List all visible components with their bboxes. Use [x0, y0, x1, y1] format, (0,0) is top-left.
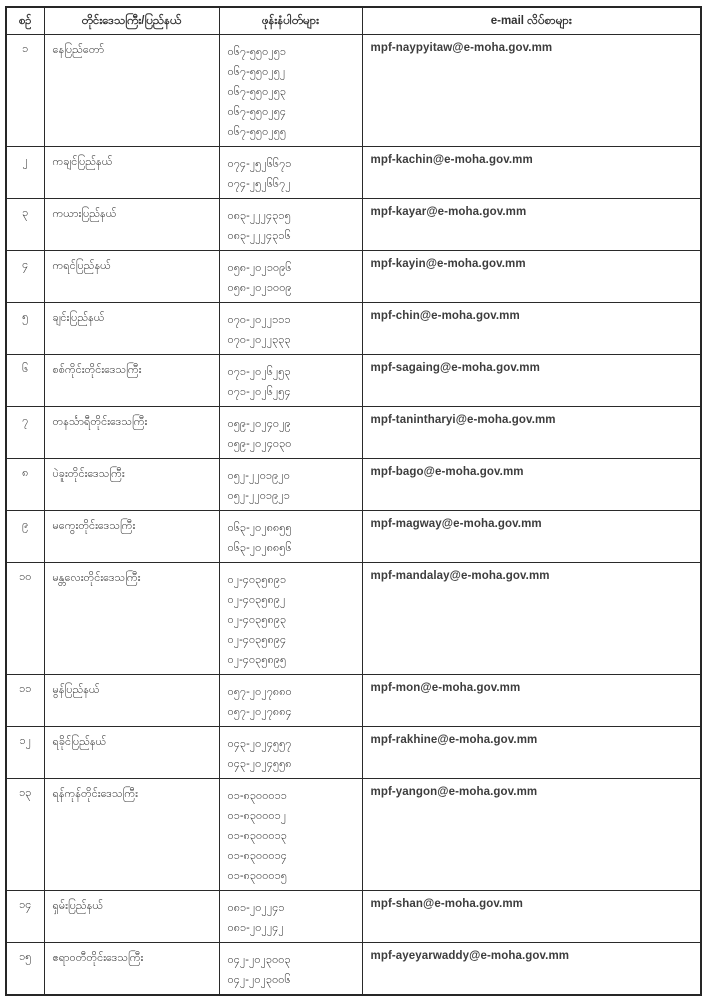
table-row — [6, 891, 701, 943]
header-row — [6, 7, 701, 35]
phone-number: ၀၅၉-၂၀၂၄၀၂၉ — [227, 418, 291, 430]
table-row — [6, 147, 701, 199]
phones-cell — [219, 943, 362, 996]
table-row — [6, 563, 701, 675]
phone-number: ၀၆၇-၅၅၀၂၅၂ — [227, 66, 286, 78]
email-cell: mpf-mandalay@e-moha.gov.mm — [362, 563, 701, 675]
table-row — [6, 355, 701, 407]
phone-number: ၀၂-၄၀၃၅၈၉၁ — [227, 574, 287, 586]
header-email: e-mail လိပ်စာများ — [362, 7, 701, 35]
phone-number: ၀၄၂-၂၀၂၃၀၀၆ — [227, 974, 291, 986]
email-cell: mpf-tanintharyi@e-moha.gov.mm — [362, 407, 701, 459]
phone-number: ၀၆၇-၅၅၀၂၅၅ — [227, 126, 287, 138]
region-cell: တနင်္သာရီတိုင်းဒေသကြီး — [44, 407, 219, 459]
serial-cell: ၁ — [6, 35, 44, 147]
serial-cell: ၅ — [6, 303, 44, 355]
phone-number: ၀၇၀-၂၀၂၂၁၁၁ — [227, 314, 291, 326]
email-cell: mpf-chin@e-moha.gov.mm — [362, 303, 701, 355]
serial-cell: ၈ — [6, 459, 44, 511]
serial-cell: ၉ — [6, 511, 44, 563]
table-row — [6, 511, 701, 563]
region-cell: စစ်ကိုင်းတိုင်းဒေသကြီး — [44, 355, 219, 407]
header-serial: စဉ် — [6, 7, 44, 35]
phone-number: ၀၂-၄၀၃၅၈၉၅ — [227, 654, 287, 666]
phone-number: ၀၂-၄၀၃၅၈၉၃ — [227, 614, 287, 626]
document-page — [0, 6, 705, 986]
email-cell: mpf-kayin@e-moha.gov.mm — [362, 251, 701, 303]
serial-cell: ၁၃ — [6, 779, 44, 891]
phone-number: ၀၇၄-၂၅၂၆၆၇၂ — [227, 178, 291, 190]
phone-number: ၀၅၈-၂၀၂၁၀၀၉ — [227, 282, 292, 294]
region-cell: မကွေးတိုင်းဒေသကြီး — [44, 511, 219, 563]
phone-number: ၀၂-၄၀၃၅၈၉၂ — [227, 594, 286, 606]
phone-number: ၀၈၃-၂၂၂၄၃၁၆ — [227, 230, 291, 242]
phone-number: ၀၄၃-၂၀၂၄၅၅၈ — [227, 758, 292, 770]
region-cell: ကချင်ပြည်နယ် — [44, 147, 219, 199]
header-region: တိုင်းဒေသကြီး/ပြည်နယ် — [44, 7, 219, 35]
phone-number: ၀၆၃-၂၀၂၈၈၅၆ — [227, 542, 292, 554]
phone-number: ၀၂-၄၀၃၅၈၉၄ — [227, 634, 287, 646]
serial-cell: ၆ — [6, 355, 44, 407]
serial-cell: ၁၅ — [6, 943, 44, 996]
region-cell: ကယားပြည်နယ် — [44, 199, 219, 251]
region-cell: နေပြည်တော် — [44, 35, 219, 147]
phones-cell — [219, 199, 362, 251]
phones-cell — [219, 251, 362, 303]
table-row — [6, 675, 701, 727]
phones-cell — [219, 407, 362, 459]
phone-number: ၀၆၃-၂၀၂၈၈၅၅ — [227, 522, 292, 534]
serial-cell: ၇ — [6, 407, 44, 459]
table-row — [6, 35, 701, 147]
contact-table — [5, 6, 702, 996]
phone-number: ၀၅၈-၂၀၂၁၀၉၆ — [227, 262, 292, 274]
region-cell: ပဲခူးတိုင်းဒေသကြီး — [44, 459, 219, 511]
region-cell: ရှမ်းပြည်နယ် — [44, 891, 219, 943]
email-cell: mpf-bago@e-moha.gov.mm — [362, 459, 701, 511]
phone-number: ၀၆၇-၅၅၀၂၅၁ — [227, 46, 287, 58]
table-row — [6, 943, 701, 996]
region-cell: ချင်းပြည်နယ် — [44, 303, 219, 355]
table-row — [6, 199, 701, 251]
table-row — [6, 727, 701, 779]
email-cell: mpf-kayar@e-moha.gov.mm — [362, 199, 701, 251]
phone-number: ၀၄၃-၂၀၂၄၅၅၇ — [227, 738, 292, 750]
region-cell: ကရင်ပြည်နယ် — [44, 251, 219, 303]
phones-cell — [219, 147, 362, 199]
serial-cell: ၁၁ — [6, 675, 44, 727]
email-cell: mpf-mon@e-moha.gov.mm — [362, 675, 701, 727]
serial-cell: ၁၂ — [6, 727, 44, 779]
email-cell: mpf-kachin@e-moha.gov.mm — [362, 147, 701, 199]
phones-cell — [219, 511, 362, 563]
phones-cell — [219, 675, 362, 727]
phones-cell — [219, 35, 362, 147]
region-cell: ဧရာဝတီတိုင်းဒေသကြီး — [44, 943, 219, 996]
region-cell: မန္တလေးတိုင်းဒေသကြီး — [44, 563, 219, 675]
table-row — [6, 407, 701, 459]
table-row — [6, 303, 701, 355]
serial-cell: ၄ — [6, 251, 44, 303]
phone-number: ၀၇၀-၂၀၂၂၃၃၃ — [227, 334, 291, 346]
phone-number: ၀၇၄-၂၅၂၆၆၇၁ — [227, 158, 292, 170]
region-cell: ရခိုင်ပြည်နယ် — [44, 727, 219, 779]
phone-number: ၀၅၇-၂၀၂၇၈၈၄ — [227, 706, 292, 718]
phone-number: ၀၅၉-၂၀၂၄၀၃၀ — [227, 438, 292, 450]
phones-cell — [219, 459, 362, 511]
phone-number: ၀၁-၈၃၀၀၀၁၁ — [227, 790, 287, 802]
phone-number: ၀၁-၈၃၀၀၀၁၃ — [227, 830, 287, 842]
email-cell: mpf-naypyitaw@e-moha.gov.mm — [362, 35, 701, 147]
phones-cell — [219, 891, 362, 943]
phone-number: ၀၁-၈၃၀၀၀၁၄ — [227, 850, 287, 862]
table-row — [6, 459, 701, 511]
phone-number: ၀၄၂-၂၀၂၃၀၀၃ — [227, 954, 291, 966]
table-row — [6, 251, 701, 303]
phones-cell — [219, 303, 362, 355]
email-cell: mpf-sagaing@e-moha.gov.mm — [362, 355, 701, 407]
phones-cell — [219, 779, 362, 891]
phone-number: ၀၆၇-၅၅၀၂၅၄ — [227, 106, 287, 118]
phone-number: ၀၅၇-၂၀၂၇၈၈၀ — [227, 686, 292, 698]
phone-number: ၀၇၁-၂၀၂၆၂၅၄ — [227, 386, 291, 398]
email-cell: mpf-shan@e-moha.gov.mm — [362, 891, 701, 943]
serial-cell: ၁၄ — [6, 891, 44, 943]
table-row — [6, 779, 701, 891]
phone-number: ၀၈၁-၂၀၂၂၄၂ — [227, 922, 284, 934]
email-cell: mpf-ayeyarwaddy@e-moha.gov.mm — [362, 943, 701, 996]
phone-number: ၀၈၃-၂၂၂၄၃၁၅ — [227, 210, 291, 222]
serial-cell: ၂ — [6, 147, 44, 199]
phone-number: ၀၆၇-၅၅၀၂၅၃ — [227, 86, 287, 98]
region-cell: ရန်ကုန်တိုင်းဒေသကြီး — [44, 779, 219, 891]
email-cell: mpf-magway@e-moha.gov.mm — [362, 511, 701, 563]
region-cell: မွန်ပြည်နယ် — [44, 675, 219, 727]
table-body — [6, 35, 701, 996]
phone-number: ၀၈၁-၂၀၂၂၄၁ — [227, 902, 285, 914]
phones-cell — [219, 355, 362, 407]
serial-cell: ၁၀ — [6, 563, 44, 675]
phone-number: ၀၁-၈၃၀၀၀၁၅ — [227, 870, 287, 882]
header-phones: ဖုန်းနံပါတ်များ — [219, 7, 362, 35]
phone-number: ၀၅၂-၂၂၀၁၉၂၀ — [227, 470, 290, 482]
phones-cell — [219, 727, 362, 779]
phone-number: ၀၅၂-၂၂၀၁၉၂၁ — [227, 490, 290, 502]
email-cell: mpf-rakhine@e-moha.gov.mm — [362, 727, 701, 779]
phones-cell — [219, 563, 362, 675]
phone-number: ၀၁-၈၃၀၀၀၁၂ — [227, 810, 287, 822]
email-cell: mpf-yangon@e-moha.gov.mm — [362, 779, 701, 891]
table-header — [6, 7, 701, 35]
phone-number: ၀၇၁-၂၀၂၆၂၅၃ — [227, 366, 291, 378]
serial-cell: ၃ — [6, 199, 44, 251]
